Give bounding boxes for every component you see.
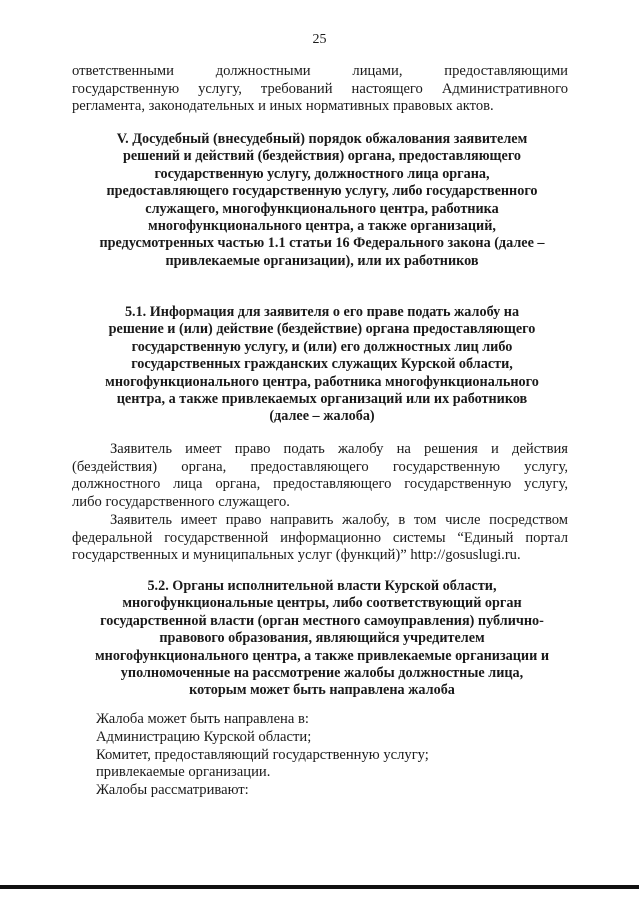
text-line: федеральной государственной информационно системы “Единый портал xyxy=(72,529,568,546)
heading-line: служащего, многофункционального центра, работника xyxy=(145,200,499,217)
heading-line: привлекаемые организации), или их работников xyxy=(165,252,479,269)
scan-bottom-border xyxy=(0,885,639,889)
text-line: (бездействия) органа, предоставляющего государственную услугу, xyxy=(72,458,568,475)
heading-line: решение и (или) действие (бездействие) органа предоставляющего xyxy=(108,321,536,338)
heading-line: государственной власти (орган местного самоуправления) публично- xyxy=(100,612,544,629)
text-line: либо государственного служащего. xyxy=(72,493,290,510)
section-v-heading xyxy=(62,131,582,270)
list-item: привлекаемые организации. xyxy=(96,764,271,781)
portal-paragraph xyxy=(72,512,568,565)
section-5-1-heading xyxy=(62,304,582,426)
text-line: государственную услугу, требований настоящего Административного xyxy=(72,80,568,97)
heading-line: многофункциональные центры, либо соответствующий орган xyxy=(122,595,522,612)
text-line: должностного лица органа, предоставляющего государственную услугу, xyxy=(72,476,568,492)
heading-line: V. Досудебный (внесудебный) порядок обжалования заявителем xyxy=(116,131,528,147)
page-number: 25 xyxy=(312,32,327,47)
intro-paragraph xyxy=(72,63,568,116)
heading-line: многофункционального центра, а также привлекаемые организации и xyxy=(95,647,549,664)
right-to-complain-paragraph xyxy=(72,441,568,511)
heading-line: 5.1. Информация для заявителя о его праве подать жалобу на xyxy=(124,304,520,320)
heading-line: государственную услугу, должностного лица органа, xyxy=(154,165,490,182)
heading-line: которым может быть направлена жалоба xyxy=(189,682,455,699)
heading-line: многофункционального центра, работника многофункционального xyxy=(105,373,539,390)
heading-line: многофункционального центра, а также организаций, xyxy=(148,218,496,235)
list-item: Жалобы рассматривают: xyxy=(96,782,249,799)
list-item: Комитет, предоставляющий государственную услугу; xyxy=(96,746,429,763)
text-line: Заявитель имеет право направить жалобу, в том числе посредством xyxy=(110,512,568,528)
heading-line: правового образования, являющийся учредителем xyxy=(159,630,485,647)
heading-line: предоставляющего государственную услугу, либо государственного xyxy=(106,183,538,200)
section-5-2-heading xyxy=(62,578,582,700)
heading-line: (далее – жалоба) xyxy=(269,408,375,425)
complaint-recipients-list xyxy=(96,711,566,800)
text-line: регламента, законодательных и иных нормативных правовых актов. xyxy=(72,98,494,114)
list-item: Администрацию Курской области; xyxy=(96,728,312,745)
heading-line: уполномоченные на рассмотрение жалобы должностные лица, xyxy=(120,665,524,682)
heading-line: решений и действий (бездействия) органа, предоставляющего xyxy=(122,148,522,165)
list-item: Жалоба может быть направлена в: xyxy=(96,711,309,727)
heading-line: 5.2. Органы исполнительной власти Курской области, xyxy=(147,578,497,594)
heading-line: государственную услугу, и (или) его должностных лиц либо xyxy=(131,338,513,355)
heading-line: государственных гражданских служащих Курской области, xyxy=(131,356,513,373)
text-line: государственных и муниципальных услуг (функций)” http://gosuslugi.ru. xyxy=(72,547,521,563)
heading-line: предусмотренных частью 1.1 статьи 16 Федерального закона (далее – xyxy=(99,235,545,252)
text-line: Заявитель имеет право подать жалобу на решения и действия xyxy=(110,441,568,457)
heading-line: центра, а также привлекаемых организаций или их работников xyxy=(116,391,528,408)
text-line: ответственными должностными лицами, предоставляющими xyxy=(72,63,568,79)
